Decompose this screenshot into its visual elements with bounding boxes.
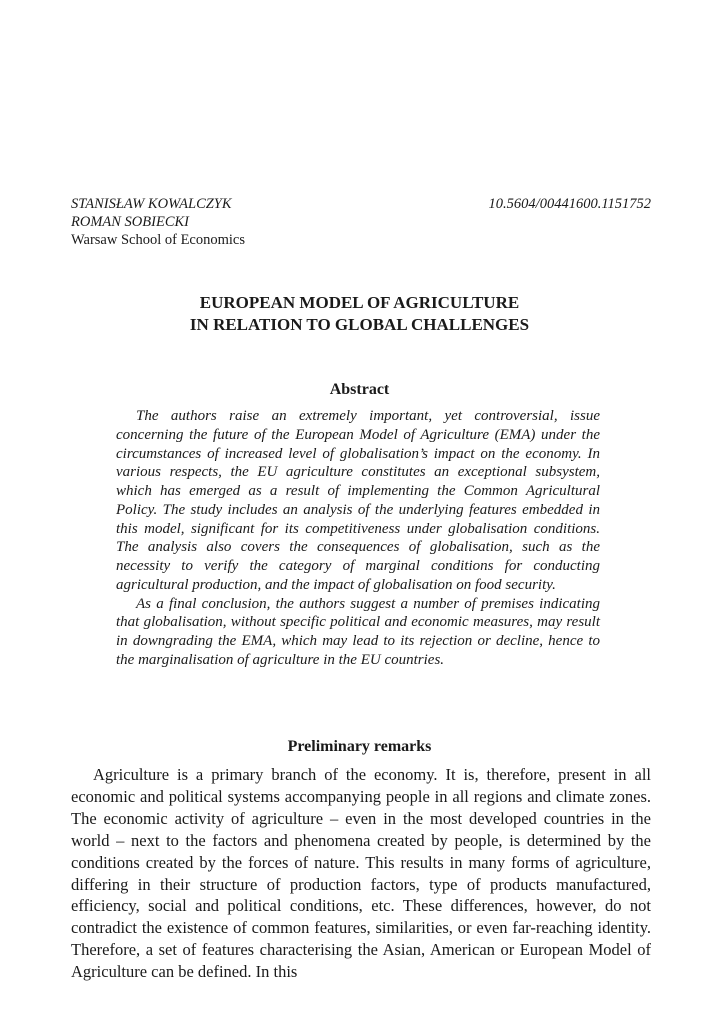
abstract-heading: Abstract	[329, 381, 390, 398]
article-title	[0, 292, 719, 336]
abstract-paragraph: The authors raise an extremely important, yet controversial, issue concerning the future of the European Model of Agriculture (EMA) under the circumstances of increased level of globalisation’s impact on the economy. In various respects, the EU agriculture constitutes an exceptional subsystem, which has emerged as a result of implementing the Common Agricultural Policy. The study includes an analysis of the underlying features embedded in this model, significant for its competitiveness under globalisation conditions. The analysis also covers the consequences of globalisation, such as the necessity to verify the category of marginal conditions for conducting agricultural production, and the impact of globalisation on food security.	[116, 408, 600, 593]
abstract-paragraph: As a final conclusion, the authors suggest a number of premises indicating that globalisation, without specific political and economic measures, may result in downgrading the EMA, which may lead to its rejection or decline, hence to the marginalisation of agriculture in the EU countries.	[116, 595, 600, 668]
title-line: EUROPEAN MODEL OF AGRICULTURE	[199, 293, 520, 312]
section-heading: Preliminary remarks	[287, 738, 432, 755]
author-affiliation: Warsaw School of Economics	[71, 232, 245, 248]
author-name: STANISŁAW KOWALCZYK	[71, 196, 232, 212]
body-text	[71, 764, 651, 983]
body-paragraph: Agriculture is a primary branch of the economy. It is, therefore, present in all economic and political systems accompanying people in all regions and climate zones. The economic activity of agriculture – even in the most developed countries in the world – next to the factors and phenomena created by people, is determined by the conditions created by the forces of nature. This results in many forms of agriculture, differing in their structure of production factors, type of products manufactured, efficiency, social and political conditions, etc. These differences, however, do not contradict the existence of common features, similarities, or even far-reaching identity. Therefore, a set of features characterising the Asian, American or European Model of Agriculture can be defined. In this	[71, 765, 651, 982]
doi-identifier: 10.5604/00441600.1151752	[488, 196, 651, 212]
author-block	[71, 195, 245, 249]
abstract-body	[116, 407, 600, 670]
article-header	[71, 195, 651, 249]
author-name: ROMAN SOBIECKI	[71, 214, 189, 230]
title-line: IN RELATION TO GLOBAL CHALLENGES	[189, 315, 530, 334]
